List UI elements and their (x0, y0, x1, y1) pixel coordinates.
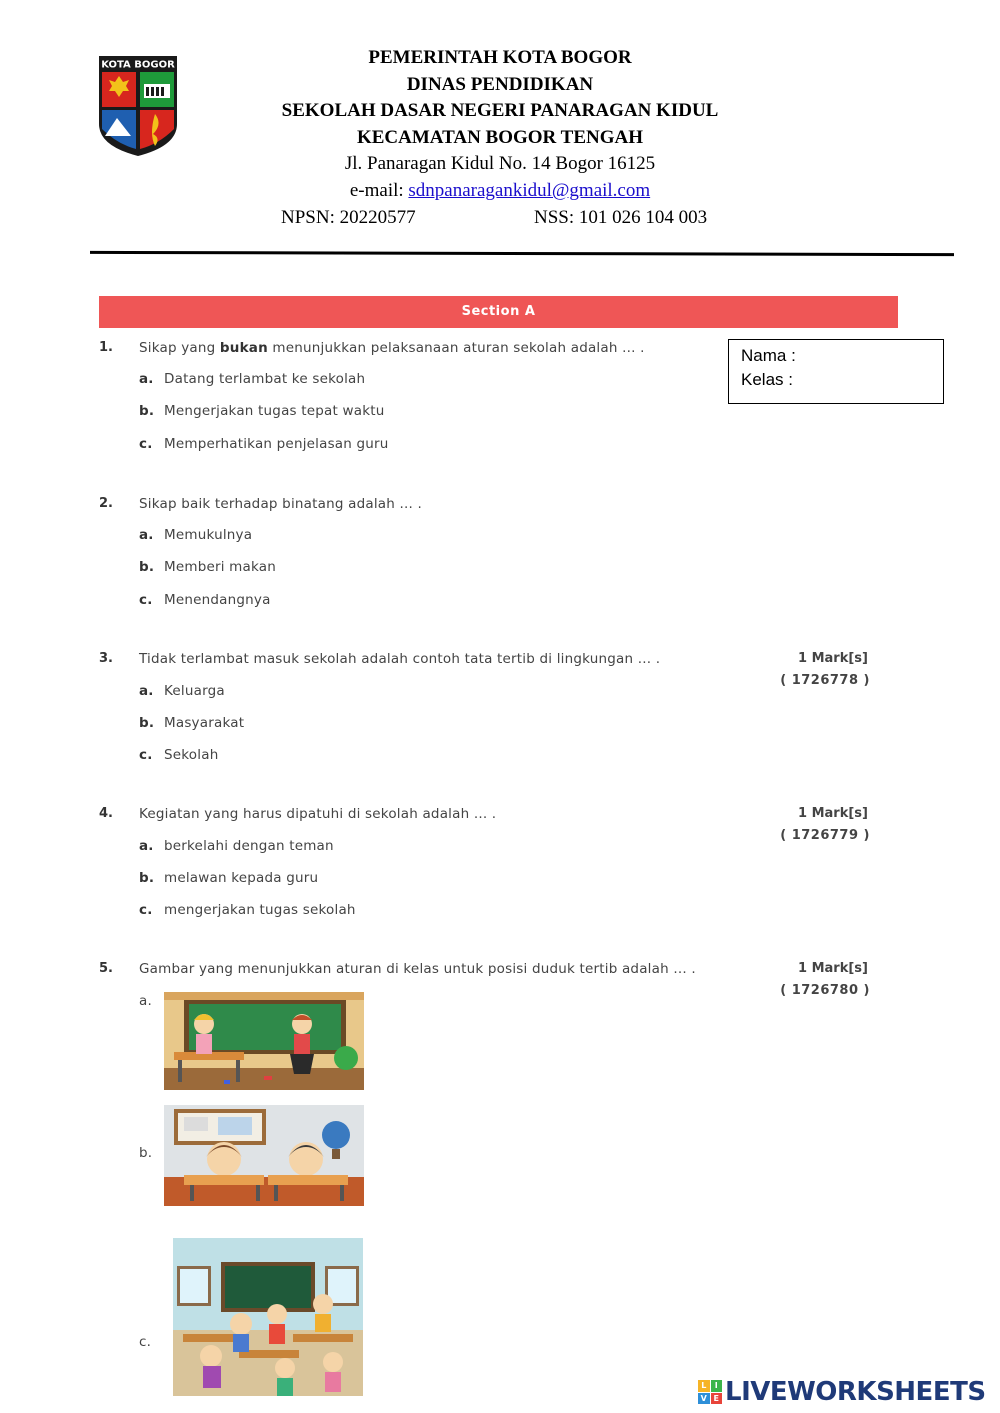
option-text: Keluarga (164, 683, 225, 699)
option-text: Menendangnya (164, 592, 271, 608)
option-letter: c. (139, 592, 153, 608)
answer-option[interactable] (139, 715, 244, 731)
header-line-school: SEKOLAH DASAR NEGERI PANARAGAN KIDUL (281, 100, 719, 121)
option-letter: a. (139, 527, 154, 543)
answer-option[interactable] (139, 559, 276, 575)
option-text: Masyarakat (164, 715, 245, 731)
name-class-box[interactable] (728, 339, 944, 404)
option-letter: c. (139, 747, 153, 763)
brand-icon-letter: L (698, 1380, 710, 1392)
question-number: 3. (99, 651, 113, 666)
question-number: 1. (99, 340, 113, 355)
class-label[interactable]: Kelas : (741, 370, 793, 389)
answer-option[interactable] (139, 838, 334, 854)
answer-option[interactable] (139, 403, 384, 419)
option-letter: b. (139, 870, 155, 886)
option-letter: a. (139, 838, 154, 854)
option-text: melawan kepada guru (164, 870, 319, 886)
option-letter: c. (139, 436, 153, 452)
option-letter[interactable]: c. (139, 1334, 152, 1350)
email-link[interactable]: sdnpanaragankidul@gmail.com (408, 180, 651, 201)
question-text-post: menunjukkan pelaksanaan aturan sekolah adalah ... . (267, 340, 645, 356)
question-text: Kegiatan yang harus dipatuhi di sekolah adalah ... . (139, 806, 497, 822)
question-mark: 1 Mark[s] (798, 961, 868, 976)
question-text-pre: Sikap yang (139, 340, 220, 356)
answer-option[interactable] (139, 902, 356, 918)
option-text: mengerjakan tugas sekolah (164, 902, 356, 918)
option-letter[interactable]: a. (139, 993, 152, 1009)
option-text: Mengerjakan tugas tepat waktu (164, 403, 385, 419)
answer-option[interactable] (139, 683, 225, 699)
answer-option[interactable] (139, 436, 389, 452)
email-label: e-mail: (349, 180, 409, 201)
name-label[interactable]: Nama : (741, 346, 796, 365)
header-line-government: PEMERINTAH KOTA BOGOR (368, 47, 632, 68)
option-text: Sekolah (164, 747, 219, 763)
liveworksheets-icon (698, 1380, 722, 1404)
option-letter[interactable]: b. (139, 1145, 153, 1161)
orderly-classroom-image[interactable] (164, 1105, 364, 1206)
answer-option[interactable] (139, 592, 271, 608)
option-text: Memperhatikan penjelasan guru (164, 436, 389, 452)
header-nss: NSS: 101 026 104 003 (534, 207, 708, 228)
option-letter: a. (139, 683, 154, 699)
header-email-line (200, 180, 800, 202)
answer-option[interactable] (139, 527, 252, 543)
brand-icon-letter: I (711, 1380, 723, 1392)
question-text: Sikap baik terhadap binatang adalah ... . (139, 496, 422, 512)
brand-icon-letter: E (711, 1393, 723, 1405)
brand-text: LIVEWORKSHEETS (725, 1377, 986, 1407)
header-line-district: KECAMATAN BOGOR TENGAH (356, 127, 644, 148)
logo-text: KOTA BOGOR (101, 59, 175, 71)
question-text: Tidak terlambat masuk sekolah adalah contoh tata tertib di lingkungan ... . (139, 651, 661, 667)
question-id: ( 1726779 ) (780, 828, 870, 843)
option-letter: b. (139, 559, 155, 575)
kota-bogor-crest-logo (97, 54, 179, 158)
header-line-department: DINAS PENDIDIKAN (406, 74, 594, 95)
messy-classroom-image[interactable] (164, 992, 364, 1090)
question-text: Gambar yang menunjukkan aturan di kelas untuk posisi duduk tertib adalah ... . (139, 961, 696, 977)
header-npsn: NPSN: 20220577 (281, 207, 416, 228)
option-text: berkelahi dengan teman (164, 838, 334, 854)
question-text (139, 340, 645, 356)
question-number: 4. (99, 806, 113, 821)
option-text: Datang terlambat ke sekolah (164, 371, 366, 387)
header-divider (90, 251, 954, 256)
option-letter: b. (139, 715, 155, 731)
option-letter: b. (139, 403, 155, 419)
answer-option[interactable] (139, 870, 318, 886)
question-id: ( 1726778 ) (780, 673, 870, 688)
question-number: 5. (99, 961, 113, 976)
option-letter: c. (139, 902, 153, 918)
question-text-bold: bukan (219, 340, 268, 356)
noisy-classroom-image[interactable] (173, 1238, 363, 1396)
brand-icon-letter: V (698, 1393, 710, 1405)
question-id: ( 1726780 ) (780, 983, 870, 998)
section-title-bar: Section A (99, 296, 898, 328)
liveworksheets-logo[interactable] (698, 1377, 986, 1407)
question-mark: 1 Mark[s] (798, 651, 868, 666)
option-text: Memukulnya (164, 527, 253, 543)
answer-option[interactable] (139, 371, 365, 387)
question-number: 2. (99, 496, 113, 511)
question-mark: 1 Mark[s] (798, 806, 868, 821)
option-text: Memberi makan (164, 559, 277, 575)
option-letter: a. (139, 371, 154, 387)
header-address: Jl. Panaragan Kidul No. 14 Bogor 16125 (344, 153, 656, 174)
answer-option[interactable] (139, 747, 218, 763)
